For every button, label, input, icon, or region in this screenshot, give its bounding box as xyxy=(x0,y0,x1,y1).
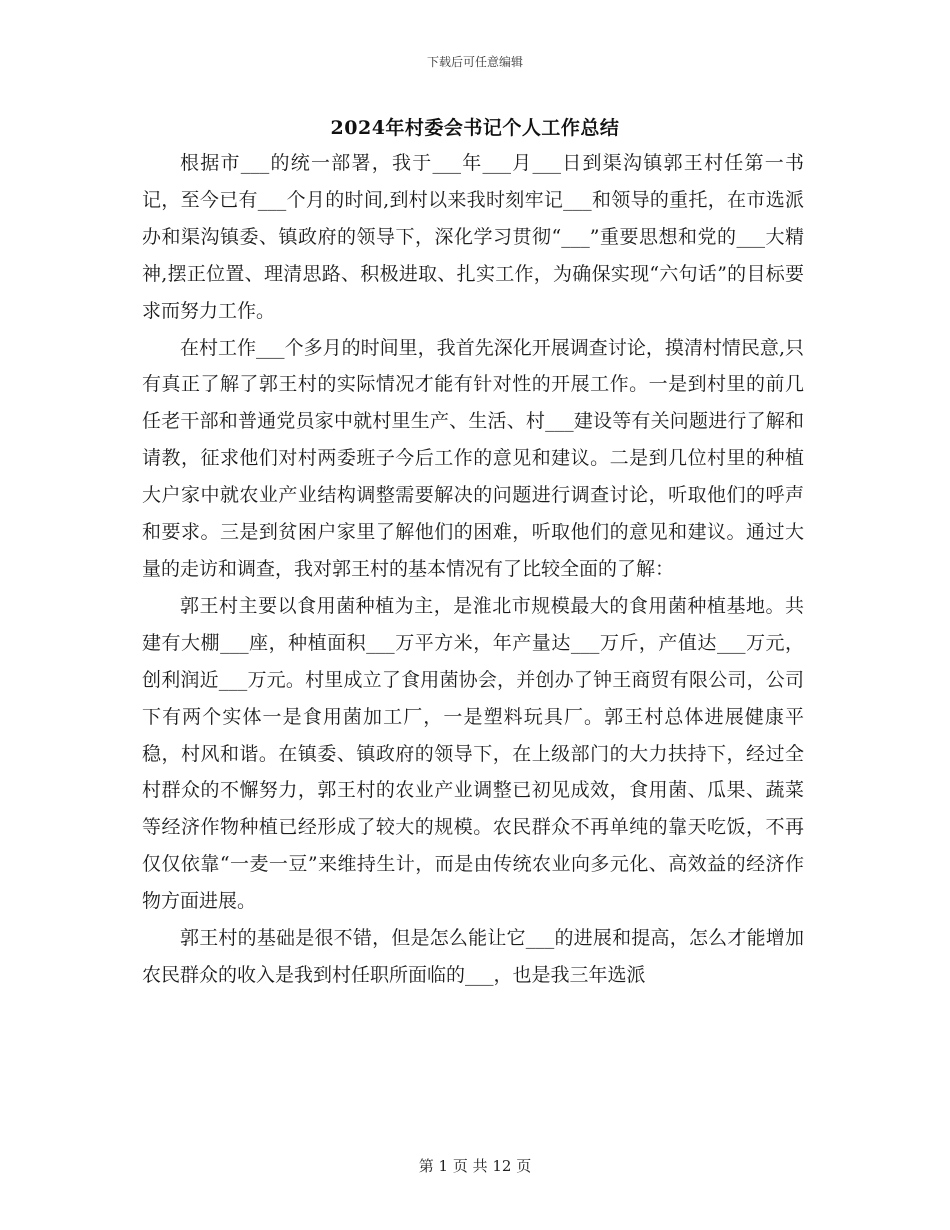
paragraph-2: 在村工作___个多月的时间里，我首先深化开展调查讨论，摸清村情民意,只有真正了解了郭王村的实际情况才能有针对性的开展工作。一是到村里的前几任老干部和普通党员家中就村里生产、生活、村___建设等有关问题进行了解和请教，征求他们对村两委班子今后工作的意见和建议。二是到几位村里的种植大户家中就农业产业结构调整需要解决的问题进行调查讨论，听取他们的呼声和要求。三是到贫困户家里了解他们的困难，听取他们的意见和建议。通过大量的走访和调查，我对郭王村的基本情况有了比较全面的了解： xyxy=(142,336,804,580)
paragraph-4: 郭王村的基础是很不错，但是怎么能让它___的进展和提高，怎么才能增加农民群众的收入是我到村任职所面临的___，也是我三年选派 xyxy=(142,927,804,986)
page-footer: 第 1 页 共 12 页 xyxy=(418,1157,532,1175)
document-body xyxy=(142,145,804,994)
paragraph-3: 郭王村主要以食用菌种植为主，是淮北市规模最大的食用菌种植基地。共建有大棚___座，种植面积___万平方米，年产量达___万斤，产值达___万元，创利润近___万元。村里成立了食用菌协会，并创办了钟王商贸有限公司，公司下有两个实体一是食用菌加工厂，一是塑料玩具厂。郭王村总体进展健康平稳，村风和谐。在镇委、镇政府的领导下，在上级部门的大力扶持下，经过全村群众的不懈努力，郭王村的农业产业调整已初见成效，食用菌、瓜果、蔬菜等经济作物种植已经形成了较大的规模。农民群众不再单纯的靠天吃饭，不再仅仅依靠“一麦一豆”来维持生计，而是由传统农业向多元化、高效益的经济作物方面进展。 xyxy=(142,594,804,913)
header-note: 下载后可任意编辑 xyxy=(426,55,523,69)
paragraph-1: 根据市___的统一部署，我于___年___月___日到渠沟镇郭王村任第一书记，至今已有___个月的时间,到村以来我时刻牢记___和领导的重托，在市选派办和渠沟镇委、镇政府的领导下，深化学习贯彻“___”重要思想和党的___大精神,摆正位置、理清思路、积极进取、扎实工作，为确保实现“六句话”的目标要求而努力工作。 xyxy=(142,152,804,322)
document-title: 2024年村委会书记个人工作总结 xyxy=(330,117,620,139)
